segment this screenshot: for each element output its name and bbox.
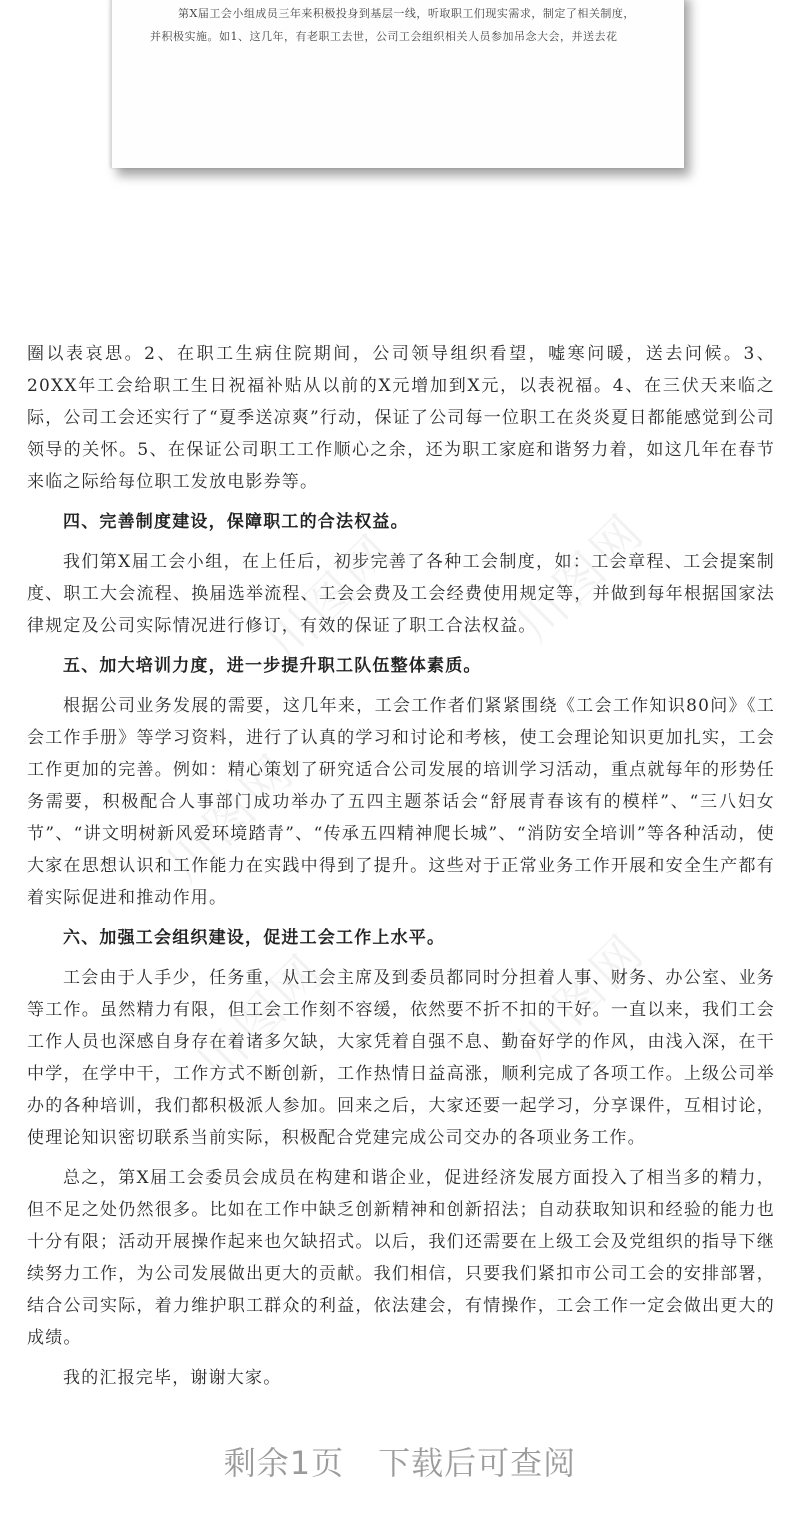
paragraph: 圈以表哀思。2、在职工生病住院期间，公司领导组织看望，嘘寒问暖，送去问候。3、20XX年工会给职工生日祝福补贴从以前的X元增加到X元，以表祝福。4、在三伏天来临之际，公司工会还实行了“夏季送凉爽”行动，保证了公司每一位职工在炎炎夏日都能感觉到公司领导的关怀。5、在保证公司职工工作顺心之余，还为职工家庭和谐努力着，如这几年在春节来临之际给每位职工发放电影券等。 <box>27 344 775 492</box>
preview-line-2: 并积极实施。如1、这几年，有老职工去世，公司工会组织相关人员参加吊念大会，并送去花 <box>150 30 618 43</box>
watermark: 川图网 <box>506 502 657 653</box>
remaining-pages-label: 剩余1页 <box>223 1444 345 1482</box>
download-hint-label: 下载后可查阅 <box>378 1444 577 1482</box>
preview-page-text <box>150 2 660 48</box>
paragraph: 根据公司业务发展的需要，这几年来，工会工作者们紧紧围绕《工会工作知识80问》《工会工作手册》等学习资料，进行了认真的学习和讨论和考核，使工会理论知识更加扎实，工会工作更加的完善。例如：精心策划了研究适合公司发展的培训学习活动，重点就每年的形势任务需要，积极配合人事部门成功举办了五四主题茶话会“舒展青春该有的模样”、“三八妇女节”、“讲文明树新风爱环境踏青”、“传承五四精神爬长城”、“消防安全培训”等各种活动，使大家在思想认识和工作能力在实践中得到了提升。这些对于正常业务工作开展和安全生产都有着实际促进和推动作用。 <box>27 696 775 908</box>
document-body <box>27 338 775 1394</box>
paragraph: 工会由于人手少，任务重，从工会主席及到委员都同时分担着人事、财务、办公室、业务等工作。虽然精力有限，但工会工作刻不容缓，依然要不折不扣的干好。一直以来，我们工会工作人员也深感自身存在着诸多欠缺，大家凭着自强不息、勤奋好学的作风，由浅入深，在干中学，在学中干，工作方式不断创新，工作热情日益高涨，顺利完成了各项工作。上级公司举办的各种培训，我们都积极派人参加。回来之后，大家还要一起学习，分享课件，互相讨论，使理论知识密切联系当前实际，积极配合党建完成公司交办的各项业务工作。 <box>27 968 775 1148</box>
section-heading-4: 四、完善制度建设，保障职工的合法权益。 <box>63 512 409 532</box>
watermark: 川图网 <box>156 742 307 893</box>
paragraph: 总之，第X届工会委员会成员在构建和谐企业，促进经济发展方面投入了相当多的精力，但不足之处仍然很多。比如在工作中缺乏创新精神和创新招法；自动获取知识和经验的能力也十分有限；活动开展操作起来也欠缺招式。以后，我们还需要在上级工会及党组织的指导下继续努力工作，为公司发展做出更大的贡献。我们相信，只要我们紧扣市公司工会的安排部署，结合公司实际，着力维护职工群众的利益，依法建会，有情操作，工会工作一定会做出更大的成绩。 <box>27 1168 775 1348</box>
closing-paragraph: 我的汇报完毕，谢谢大家。 <box>63 1368 282 1388</box>
section-heading-6: 六、加强工会组织建设，促进工会工作上水平。 <box>63 928 446 948</box>
section-heading-5: 五、加大培训力度，进一步提升职工队伍整体素质。 <box>63 656 482 676</box>
watermark: 川图网 <box>506 922 657 1073</box>
preview-line-1: 第X届工会小组成员三年来积极投身到基层一线，听取职工们现实需求，制定了相关制度， <box>178 7 635 20</box>
watermark: 川图网 <box>186 942 337 1093</box>
paragraph: 我们第X届工会小组，在上任后，初步完善了各种工会制度，如：工会章程、工会提案制度、职工大会流程、换届选举流程、工会会费及工会经费使用规定等，并做到每年根据国家法律规定及公司实际情况进行修订，有效的保证了职工合法权益。 <box>27 552 775 636</box>
download-prompt[interactable] <box>0 1438 800 1484</box>
watermark: 川图网 <box>256 522 407 673</box>
preview-page-card <box>111 0 684 168</box>
